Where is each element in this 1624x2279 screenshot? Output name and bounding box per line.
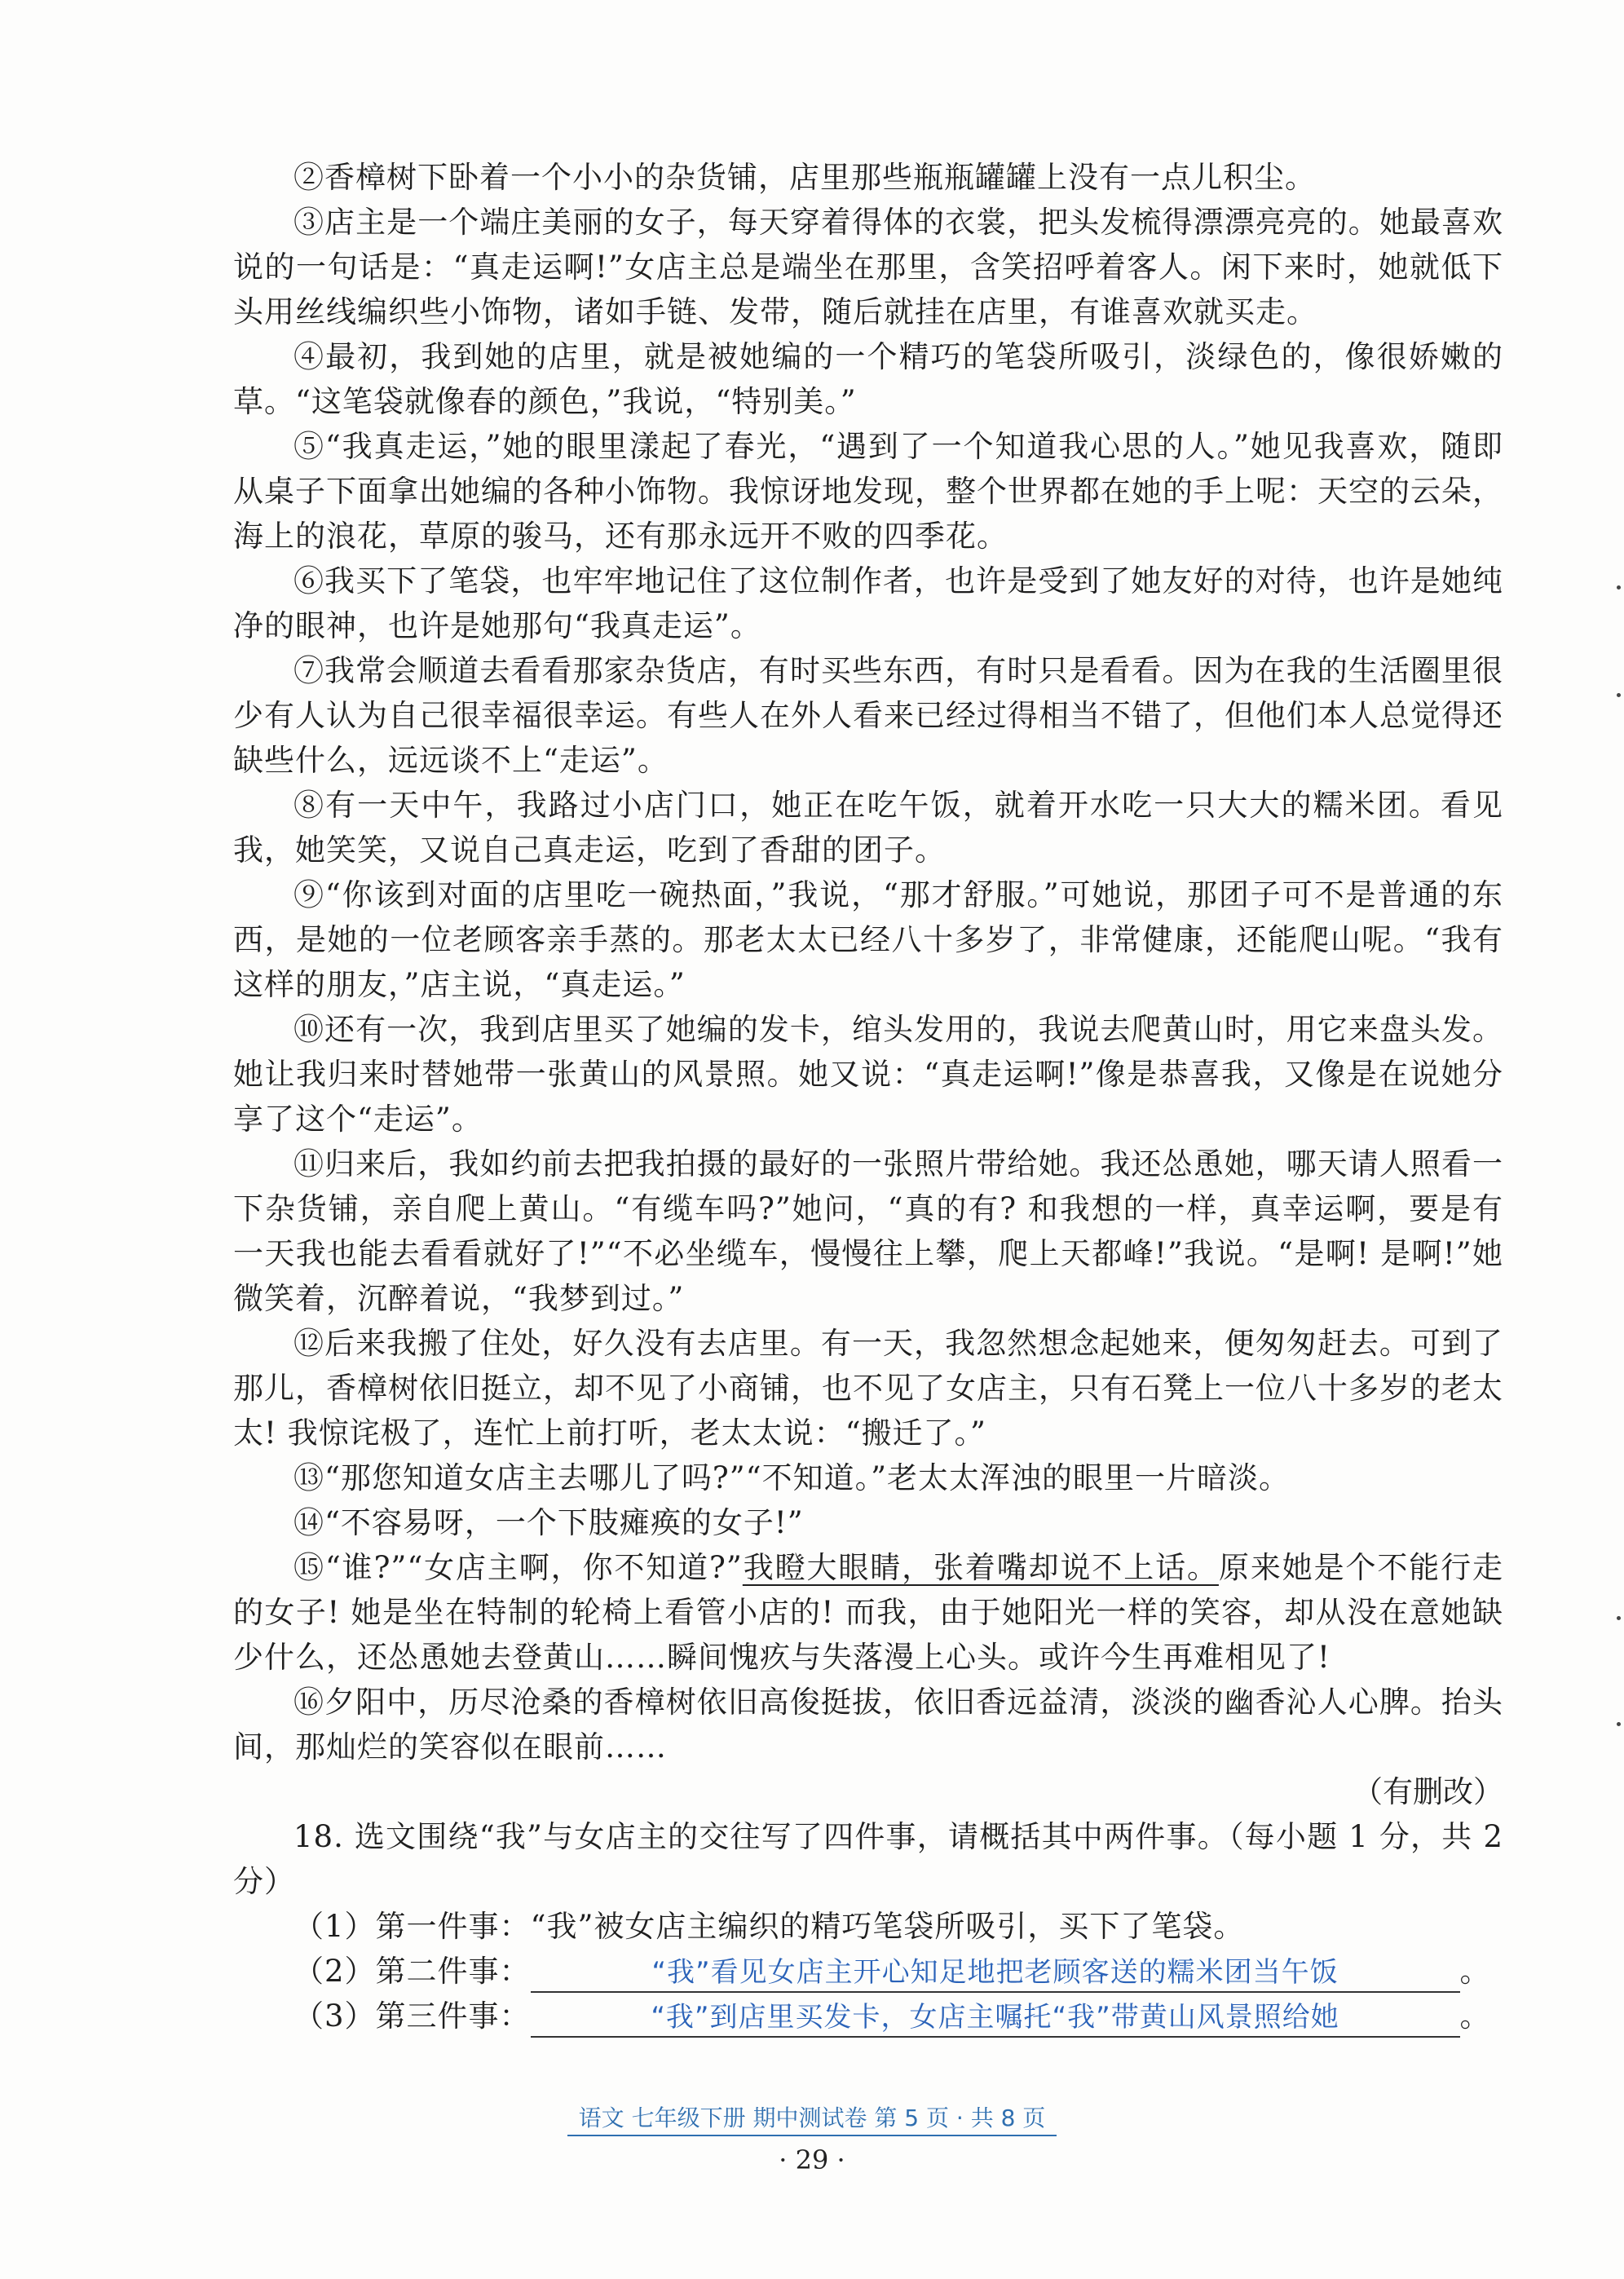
binding-dot <box>1617 693 1621 697</box>
paragraph-10: ⑩还有一次，我到店里买了她编的发卡，绾头发用的，我说去爬黄山时，用它来盘头发。她让我归来时替她带一张黄山的风景照。她又说：“真走运啊!”像是恭喜我，又像是在说她分享了这个“走运”。 <box>233 1012 1503 1137</box>
item-3-label: （3）第三件事： <box>293 1999 531 2034</box>
passage <box>233 155 1503 1814</box>
binding-dot <box>1617 585 1621 590</box>
binding-dot <box>1617 1722 1621 1726</box>
paragraph-15-end: 原来她是个不能行走的女子! 她是坐在特制的轮椅上看管小店的! 而我，由于她阳光一样的笑容，却从没在意她缺少什么，还怂恿她去登黄山……瞬间愧疚与失落漫上心头。或许今生再难相见了! <box>233 1550 1503 1675</box>
item-2-end-mark: 。 <box>1459 1954 1491 1989</box>
binding-dot <box>1617 1616 1621 1620</box>
paragraph-7: ⑦我常会顺道去看看那家杂货店，有时买些东西，有时只是看看。因为在我的生活圈里很少有人认为自己很幸福很幸运。有些人在外人看来已经过得相当不错了，但他们本人总觉得还缺些什么，远远谈不上“走运”。 <box>233 653 1503 778</box>
question-18-item-1: （1）第一件事：“我”被女店主编织的精巧笔袋所吸引，买下了笔袋。 <box>293 1909 1245 1944</box>
question-18-item-2 <box>233 1949 1503 1994</box>
item-3-answer-field[interactable]: “我”到店里买发卡，女店主嘱托“我”带黄山风景照给她 <box>531 1999 1460 2038</box>
paragraph-3: ③店主是一个端庄美丽的女子，每天穿着得体的衣裳，把头发梳得漂漂亮亮的。她最喜欢说的一句话是：“真走运啊!”女店主总是端坐在那里，含笑招呼着客人。闲下来时，她就低下头用丝线编织些小饰物，诸如手链、发带，随后就挂在店里，有谁喜欢就买走。 <box>233 205 1503 329</box>
paragraph-15-start: ⑮“谁?”“女店主啊，你不知道?” <box>293 1550 743 1585</box>
question-18-item-3 <box>233 1994 1503 2038</box>
paragraph-5: ⑤“我真走运，”她的眼里漾起了春光，“遇到了一个知道我心思的人。”她见我喜欢，随即从桌子下面拿出她编的各种小饰物。我惊讶地发现，整个世界都在她的手上呢：天空的云朵，海上的浪花，草原的骏马，还有那永远开不败的四季花。 <box>233 429 1503 554</box>
paragraph-16: ⑯夕阳中，历尽沧桑的香樟树依旧高俊挺拔，依旧香远益清，淡淡的幽香沁人心脾。抬头间，那灿烂的笑容似在眼前…… <box>233 1685 1503 1764</box>
paragraph-6: ⑥我买下了笔袋，也牢牢地记住了这位制作者，也许是受到了她友好的对待，也许是她纯净的眼神，也许是她那句“我真走运”。 <box>233 563 1503 643</box>
footer-title <box>0 2100 1624 2133</box>
footer-title-text: 语文 七年级下册 期中测试卷 第 5 页 · 共 8 页 <box>567 2105 1057 2136</box>
question-18-prompt: 18. 选文围绕“我”与女店主的交往写了四件事，请概括其中两件事。（每小题 1 分，共 2 分） <box>233 1819 1503 1899</box>
paragraph-14: ⑭“不容易呀，一个下肢瘫痪的女子!” <box>293 1505 804 1540</box>
paragraph-15 <box>233 1545 1503 1680</box>
paragraph-4: ④最初，我到她的店里，就是被她编的一个精巧的笔袋所吸引，淡绿色的，像很娇嫩的草。“这笔袋就像春的颜色，”我说，“特别美。” <box>233 339 1503 419</box>
paragraph-9: ⑨“你该到对面的店里吃一碗热面，”我说，“那才舒服。”可她说，那团子可不是普通的东西，是她的一位老顾客亲手蒸的。那老太太已经八十多岁了，非常健康，还能爬山呢。“我有这样的朋友，”店主说，“真走运。” <box>233 877 1503 1002</box>
source-note: （有删改） <box>1353 1774 1503 1809</box>
question-18 <box>233 1814 1503 2038</box>
paragraph-11: ⑪归来后，我如约前去把我拍摄的最好的一张照片带给她。我还怂恿她，哪天请人照看一下杂货铺，亲自爬上黄山。“有缆车吗?”她问，“真的有? 和我想的一样，真幸运啊，要是有一天我也能去看看就好了!”“不必坐缆车，慢慢往上攀，爬上天都峰!”我说。“是啊! 是啊!”她微笑着，沉醉着说，“我梦到过。” <box>233 1146 1503 1316</box>
paragraph-8: ⑧有一天中午，我路过小店门口，她正在吃午饭，就着开水吃一只大大的糯米团。看见我，她笑笑，又说自己真走运，吃到了香甜的团子。 <box>233 788 1503 868</box>
underlined-sentence: 我瞪大眼睛，张着嘴却说不上话。 <box>742 1550 1219 1585</box>
item-3-end-mark: 。 <box>1459 1999 1491 2034</box>
item-2-answer-field[interactable]: “我”看见女店主开心知足地把老顾客送的糯米团当午饭 <box>531 1954 1460 1993</box>
paragraph-12: ⑫后来我搬了住处，好久没有去店里。有一天，我忽然想念起她来，便匆匆赶去。可到了那儿，香樟树依旧挺立，却不见了小商铺，也不见了女店主，只有石凳上一位八十多岁的老太太! 我惊诧极了，连忙上前打听，老太太说：“搬迁了。” <box>233 1326 1503 1451</box>
paragraph-2: ②香樟树下卧着一个小小的杂货铺，店里那些瓶瓶罐罐上没有一点儿积尘。 <box>293 160 1316 195</box>
page-number: · 29 · <box>779 2144 845 2175</box>
item-2-label: （2）第二件事： <box>293 1954 531 1989</box>
page-content <box>233 155 1503 2038</box>
paragraph-13: ⑬“那您知道女店主去哪儿了吗?”“不知道。”老太太浑浊的眼里一片暗淡。 <box>293 1460 1290 1495</box>
